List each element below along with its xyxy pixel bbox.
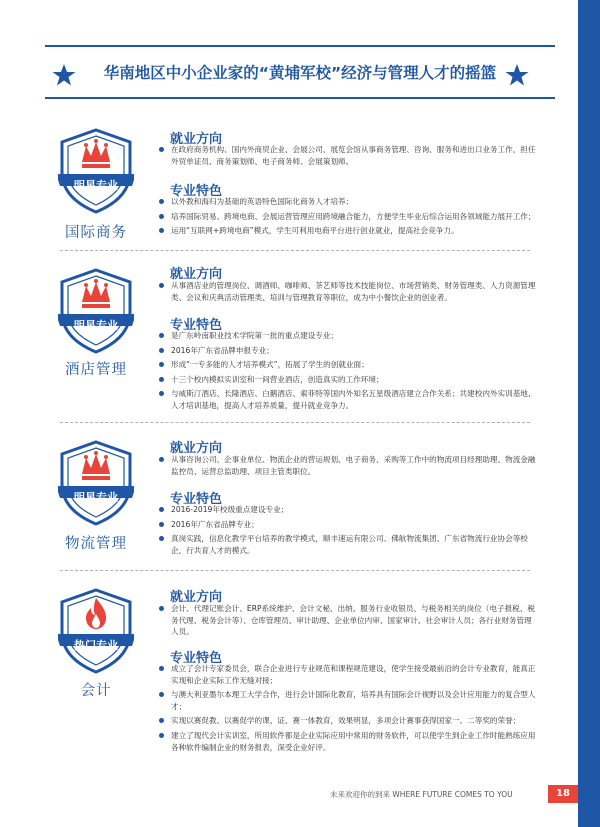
feature-heading: 专业特色 — [170, 492, 223, 507]
career-heading: 就业方向 — [170, 590, 223, 605]
list-item: 会计、代理记账会计、ERP系统维护、会计文秘、出纳、服务行业收银员、与税务相关的岗位（电子报税、税务代理、税务会计等）、仓库管理员、审计助理、企业单位内审、国家审计、社会审计人员；各行业财务管理人员。 — [158, 603, 538, 638]
list-item: 从事酒店业的管理岗位、调酒师、咖啡师、茶艺师等技术技能岗位、市场营销类、财务管理类、人力资源管理类、会议和庆典活动管理类、培训与管理教育等职位，成为中小餐饮企业的创业者。 — [158, 280, 538, 303]
shield-badge — [58, 588, 134, 674]
section-divider — [60, 422, 530, 423]
shield-badge — [58, 268, 134, 354]
page-title: 华南地区中小企业家的“黄埔军校”经济与管理人才的摇篮 — [103, 64, 497, 82]
star-icon — [52, 63, 76, 87]
star-icon — [505, 63, 529, 87]
badge-label: 明星专业 — [74, 179, 118, 192]
page-number: 18 — [548, 785, 578, 803]
right-side-bar — [578, 0, 600, 827]
feature-heading: 专业特色 — [170, 318, 223, 333]
feature-list — [158, 196, 538, 240]
career-list — [158, 280, 538, 306]
header-bottom-rule — [45, 97, 555, 99]
program-name: 会计 — [80, 683, 112, 699]
badge-label: 明星专业 — [74, 319, 118, 332]
list-item: 实现以赛促教、以赛促学的课、证、赛一体教育，效果明显，多项会计赛事获得国家一、二等奖的荣誉； — [158, 715, 538, 727]
list-item: 与澳大利亚墨尔本理工大学合作，进行会计国际化教育，培养具有国际会计视野以及会计应用能力的复合型人才； — [158, 689, 538, 712]
career-heading: 就业方向 — [170, 132, 223, 147]
list-item: 以外教和海归为基础的英语特色国际化商务人才培养； — [158, 196, 538, 208]
feature-heading: 专业特色 — [170, 651, 223, 666]
list-item: 形成“一专多能的人才培养模式”，拓展了学生的创就业面； — [158, 359, 538, 371]
shield-badge — [58, 440, 134, 526]
header-top-rule — [45, 45, 555, 47]
list-item: 在政府商务机构、国内外商贸企业、会展公司、展览会馆从事商务管理、咨询、服务和进出口业务工作，担任外贸单证员、商务策划师、电子商务师、会展策划师。 — [158, 144, 538, 167]
list-item: 培养国际贸易、跨境电商、会展运营管理应用跨境融合能力，方便学生毕业后综合运用各领域能力展开工作； — [158, 211, 538, 223]
feature-list — [158, 330, 538, 415]
section-divider — [60, 250, 530, 251]
list-item: 建立了现代会计实训室，所用软件都是企业实际应用中常用的财务软件，可以使学生到企业工作时能熟练应用各种软件编制企业的财务报表，深受企业好评。 — [158, 730, 538, 753]
list-item: 运用“互联网+跨境电商”模式，学生可利用电商平台进行创业就业，提高社会竞争力。 — [158, 225, 538, 237]
career-list — [158, 144, 538, 170]
program-name: 国际商务 — [65, 225, 127, 241]
career-list — [158, 454, 538, 480]
list-item: 真岗实践，信息化教学平台培养的教学模式，顺丰速运有限公司、佛航物流集团、广东省物流行业协会等校企，行共育人才的模式。 — [158, 533, 538, 556]
list-item: 2016年广东省品牌申报专业； — [158, 345, 538, 357]
list-item: 2016年广东省品牌专业； — [158, 519, 538, 531]
program-name: 物流管理 — [65, 536, 127, 552]
list-item: 与威斯汀酒店、长隆酒店、白鹅酒店、索菲特等国内外知名五星级酒店建立合作关系；共建校内外实训基地、人才培训基地，提高人才培养质量，提升就业竞争力。 — [158, 388, 538, 411]
badge-label: 热门专业 — [74, 639, 118, 652]
feature-list — [158, 504, 538, 559]
list-item: 是广东岭南职业技术学院第一批的重点建设专业； — [158, 330, 538, 342]
career-list — [158, 603, 538, 641]
section-divider — [60, 570, 530, 571]
career-heading: 就业方向 — [170, 267, 223, 282]
badge-label: 明星专业 — [74, 491, 118, 504]
list-item: 2016-2019年校级重点建设专业； — [158, 504, 538, 516]
list-item: 从事咨询公司、企事业单位、物流企业的营运规划、电子商务、采购等工作中的物流项目经理助理、物流金融监控员、运营总监助理、项目主管类职位。 — [158, 454, 538, 477]
feature-list — [158, 663, 538, 756]
program-name: 酒店管理 — [65, 362, 127, 378]
feature-heading: 专业特色 — [170, 184, 223, 199]
list-item: 成立了会计专家委员会，联合企业进行专业规范和课程规范建设，使学生接受最前沿的会计专业教育，能真正实现和企业实际工作无缝对接； — [158, 663, 538, 686]
shield-badge — [58, 128, 134, 214]
career-heading: 就业方向 — [170, 441, 223, 456]
footer-slogan: 未来欢迎你的到来 WHERE FUTURE COMES TO YOU — [330, 790, 513, 799]
list-item: 十三个校内模拟实训室和一间营业酒店，创造真实的工作环境； — [158, 374, 538, 386]
